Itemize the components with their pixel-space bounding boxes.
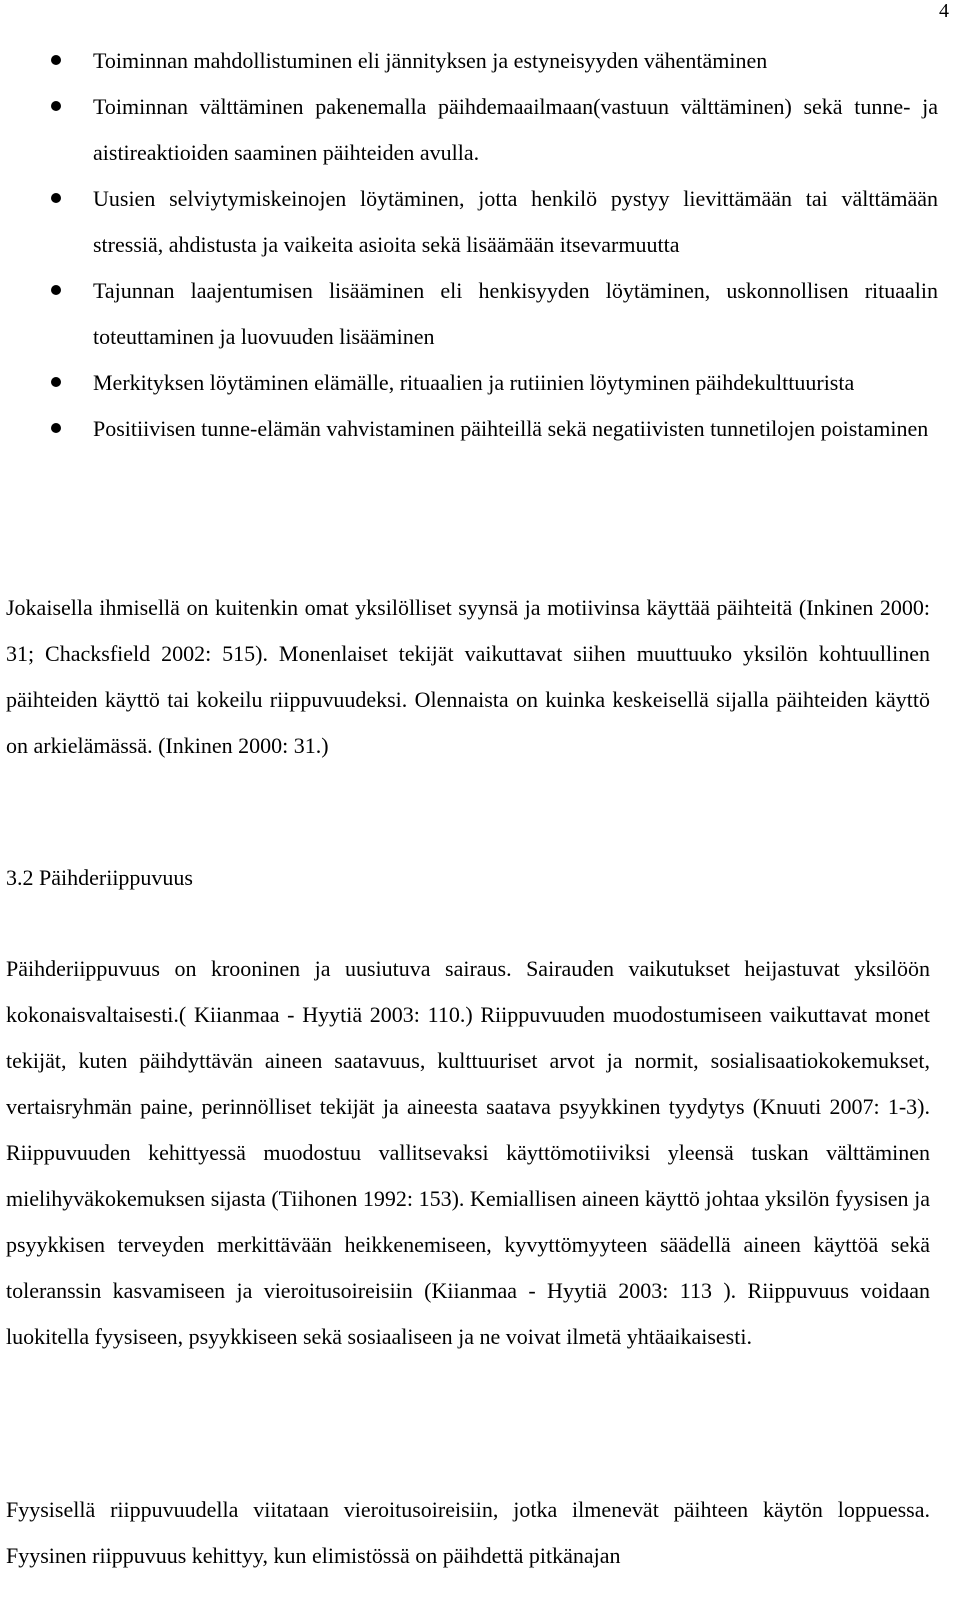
body-paragraph: Fyysisellä riippuvuudella viitataan vieroitusoireisiin, jotka ilmenevät päihteen käytön loppuessa. Fyysinen riippuvuus kehittyy, kun elimistössä on päihdettä pitkänajan	[6, 1497, 930, 1568]
bullet-icon	[51, 423, 61, 433]
bullet-icon	[51, 101, 61, 111]
bullet-icon	[51, 193, 61, 203]
page-number: 4	[939, 0, 949, 22]
list-item-text: Positiivisen tunne-elämän vahvistaminen päihteillä sekä negatiivisten tunnetilojen poistaminen	[93, 416, 929, 441]
list-item-text: Toiminnan välttäminen pakenemalla päihdemaailmaan(vastuun välttäminen) sekä tunne- ja aistireaktioiden saaminen päihteiden avulla.	[93, 94, 938, 165]
bullet-list	[0, 38, 960, 452]
list-item-text: Toiminnan mahdollistuminen eli jännityksen ja estyneisyyden vähentäminen	[93, 48, 768, 73]
list-item	[0, 176, 960, 268]
list-item	[0, 84, 960, 176]
list-item-text: Tajunnan laajentumisen lisääminen eli henkisyyden löytäminen, uskonnollisen rituaalin toteuttaminen ja luovuuden lisääminen	[93, 278, 938, 349]
list-item-text: Uusien selviytymiskeinojen löytäminen, jotta henkilö pystyy lievittämään tai välttämään stressiä, ahdistusta ja vaikeita asioita sekä lisäämään itsevarmuutta	[93, 186, 938, 257]
list-item	[0, 360, 960, 406]
section-heading: 3.2 Päihderiippuvuus	[6, 865, 193, 890]
list-item	[0, 406, 960, 452]
bullet-icon	[51, 285, 61, 295]
list-item	[0, 268, 960, 360]
bullet-icon	[51, 55, 61, 65]
list-item	[0, 38, 960, 84]
body-paragraph: Päihderiippuvuus on krooninen ja uusiutuva sairaus. Sairauden vaikutukset heijastuvat yksilöön kokonaisvaltaisesti.( Kiianmaa - Hyytiä 2003: 110.) Riippuvuuden muodostumiseen vaikuttavat monet tekijät, kuten päihdyttävän aineen saatavuus, kulttuuriset arvot ja normit, sosialisaatiokokemukset, vertaisryhmän paine, perinnölliset tekijät ja aineesta saatava psyykkinen tyydytys (Knuuti 2007: 1-3). Riippuvuuden kehittyessä muodostuu vallitsevaksi käyttömotiiviksi yleensä tuskan välttäminen mielihyväkokemuksen sijasta (Tiihonen 1992: 153). Kemiallisen aineen käyttö johtaa yksilön fyysisen ja psyykkisen terveyden merkittävään heikkenemiseen, kyvyttömyyteen säädellä aineen käyttöä sekä toleranssin kasvamiseen ja vieroitusoireisiin (Kiianmaa - Hyytiä 2003: 113 ). Riippuvuus voidaan luokitella fyysiseen, psyykkiseen sekä sosiaaliseen ja ne voivat ilmetä yhtäaikaisesti.	[6, 956, 930, 1349]
bullet-icon	[51, 377, 61, 387]
list-item-text: Merkityksen löytäminen elämälle, rituaalien ja rutiinien löytyminen päihdekulttuurista	[93, 370, 855, 395]
body-paragraph: Jokaisella ihmisellä on kuitenkin omat yksilölliset syynsä ja motiivinsa käyttää päihteitä (Inkinen 2000: 31; Chacksfield 2002: 515). Monenlaiset tekijät vaikuttavat siihen muuttuuko yksilön kohtuullinen päihteiden käyttö tai kokeilu riippuvuudeksi. Olennaista on kuinka keskeisellä sijalla päihteiden käyttö on arkielämässä. (Inkinen 2000: 31.)	[6, 595, 930, 758]
